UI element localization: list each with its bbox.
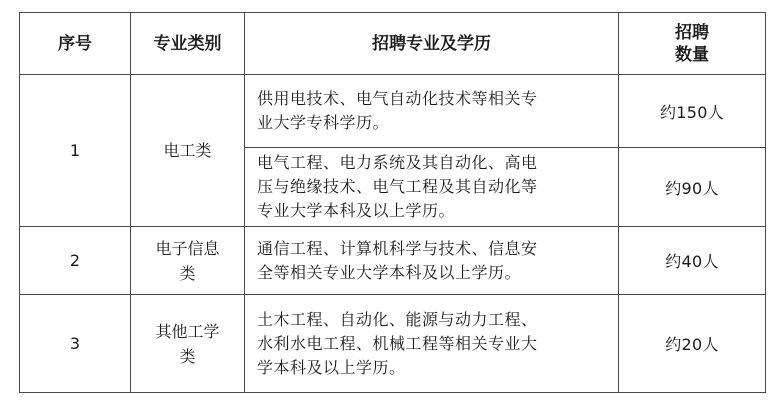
row-2-major (245, 227, 619, 295)
major-line: 业大学专科学历。 (257, 113, 390, 132)
header-major: 招聘专业及学历 (245, 13, 619, 75)
major-line: 供用电技术、电气自动化技术等相关专 (257, 89, 538, 108)
major-line: 土木工程、自动化、能源与动力工程、 (257, 309, 538, 329)
category-line: 类 (179, 263, 196, 283)
row-1a-quantity: 约150人 (619, 75, 766, 148)
major-line: 专业大学本科及以上学历。 (257, 201, 456, 220)
row-3-category (131, 295, 245, 393)
table-row (20, 295, 766, 393)
row-1a-major (245, 75, 619, 148)
table-row (20, 75, 766, 148)
header-quantity-line2: 数量 (675, 44, 709, 65)
header-seq: 序号 (20, 13, 131, 75)
row-3-seq: 3 (20, 295, 131, 393)
major-line: 电气工程、电力系统及其自动化、高电 (257, 153, 538, 172)
recruitment-table (19, 12, 766, 393)
row-2-seq: 2 (20, 227, 131, 295)
row-3-quantity: 约20人 (619, 295, 766, 393)
row-3-major (245, 295, 619, 393)
major-line: 通信工程、计算机科学与技术、信息安 (257, 238, 538, 258)
table-row (20, 227, 766, 295)
header-quantity (619, 13, 766, 75)
major-line: 水利水电工程、机械工程等相关专业大 (257, 333, 538, 353)
table-header-row (20, 13, 766, 75)
row-1b-major (245, 148, 619, 227)
row-2-category (131, 227, 245, 295)
category-line: 其他工学 (155, 321, 220, 341)
row-1-seq: 1 (20, 75, 131, 227)
major-line: 学本科及以上学历。 (257, 357, 406, 377)
major-line: 全等相关专业大学本科及以上学历。 (257, 262, 522, 282)
major-line: 压与绝缘技术、电气工程及其自动化等 (257, 177, 538, 196)
row-1-category: 电工类 (131, 75, 245, 227)
row-1b-quantity: 约90人 (619, 148, 766, 227)
header-quantity-line1: 招聘 (675, 22, 709, 43)
category-line: 电子信息 (155, 238, 220, 258)
category-line: 类 (179, 346, 196, 366)
row-2-quantity: 约40人 (619, 227, 766, 295)
header-category: 专业类别 (131, 13, 245, 75)
